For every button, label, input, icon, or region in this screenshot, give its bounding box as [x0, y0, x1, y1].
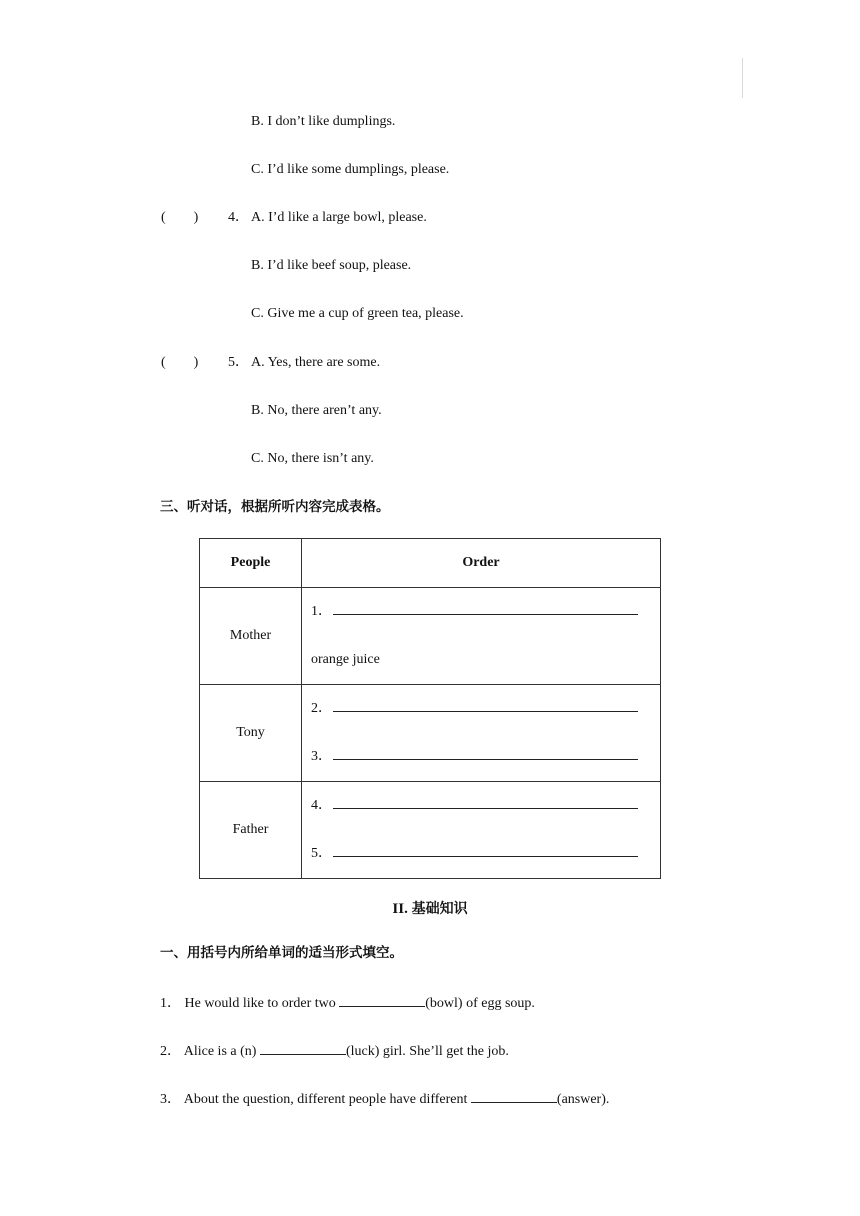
table-row: [200, 685, 661, 782]
question-number: 3．: [160, 1092, 181, 1107]
answer-blank[interactable]: [260, 1041, 346, 1055]
question-number: 2．: [160, 1044, 181, 1059]
question-number-5: 5．: [228, 355, 249, 370]
table-header-row: [200, 539, 661, 588]
question-hint: (luck) girl. She’ll get the job.: [345, 1044, 509, 1059]
section-title: [0, 899, 860, 919]
option-q5-a: A. Yes, there are some.: [251, 355, 381, 370]
question-number: 1．: [160, 996, 181, 1011]
option-q4-a: A. I’d like a large bowl, please.: [251, 210, 427, 225]
answer-blank-2[interactable]: [333, 697, 638, 712]
fill-question-2: [160, 1041, 509, 1061]
part3-heading: 三、听对话，根据所听内容完成表格。: [160, 499, 390, 515]
question-text: Alice is a (n): [183, 1044, 260, 1059]
item-number: 4．: [311, 798, 332, 813]
answer-paren-q4[interactable]: ( ): [161, 210, 199, 225]
item-number: 2．: [311, 701, 332, 716]
table-row: [200, 782, 661, 879]
option-q4-c: C. Give me a cup of green tea, please.: [251, 306, 464, 321]
person-cell: Father: [200, 782, 302, 879]
table-row: [200, 588, 661, 685]
section-title-text: 基础知识: [411, 901, 468, 917]
part1-heading: 一、用括号内所给单词的适当形式填空。: [160, 945, 403, 961]
order-cell: [302, 685, 661, 782]
section-roman-numeral: II.: [392, 901, 408, 917]
order-slot: [302, 685, 660, 733]
question-hint: (answer).: [556, 1092, 610, 1107]
question-text: About the question, different people have different: [183, 1092, 471, 1107]
option-q4-b: B. I’d like beef soup, please.: [251, 258, 412, 273]
option-q3-c: C. I’d like some dumplings, please.: [251, 162, 450, 177]
order-cell: [302, 588, 661, 685]
option-q5-c: C. No, there isn’t any.: [251, 451, 374, 466]
order-slot: [302, 636, 660, 684]
answer-blank-1[interactable]: [333, 600, 638, 615]
person-cell: Tony: [200, 685, 302, 782]
question-hint: (bowl) of egg soup.: [425, 996, 535, 1011]
page-margin-marker: [742, 58, 743, 98]
option-q3-b: B. I don’t like dumplings.: [251, 114, 396, 129]
item-number: 1．: [311, 604, 332, 619]
order-cell: [302, 782, 661, 879]
order-slot: [302, 782, 660, 830]
order-slot: [302, 588, 660, 636]
order-table: [199, 538, 661, 879]
answer-blank[interactable]: [471, 1089, 557, 1103]
question-text: He would like to order two: [184, 996, 340, 1011]
header-order: Order: [302, 539, 661, 588]
order-slot: [302, 733, 660, 781]
item-number: 5．: [311, 846, 332, 861]
answer-blank[interactable]: [339, 993, 425, 1007]
header-people: People: [200, 539, 302, 588]
fill-question-1: [160, 993, 535, 1013]
order-slot: [302, 830, 660, 878]
item-number: 3．: [311, 749, 332, 764]
person-cell: Mother: [200, 588, 302, 685]
option-q5-b: B. No, there aren’t any.: [251, 403, 382, 418]
order-item-text: orange juice: [311, 652, 380, 667]
question-number-4: 4．: [228, 210, 249, 225]
answer-paren-q5[interactable]: ( ): [161, 355, 199, 370]
answer-blank-4[interactable]: [333, 794, 638, 809]
answer-blank-5[interactable]: [333, 842, 638, 857]
fill-question-3: [160, 1089, 609, 1109]
answer-blank-3[interactable]: [333, 745, 638, 760]
